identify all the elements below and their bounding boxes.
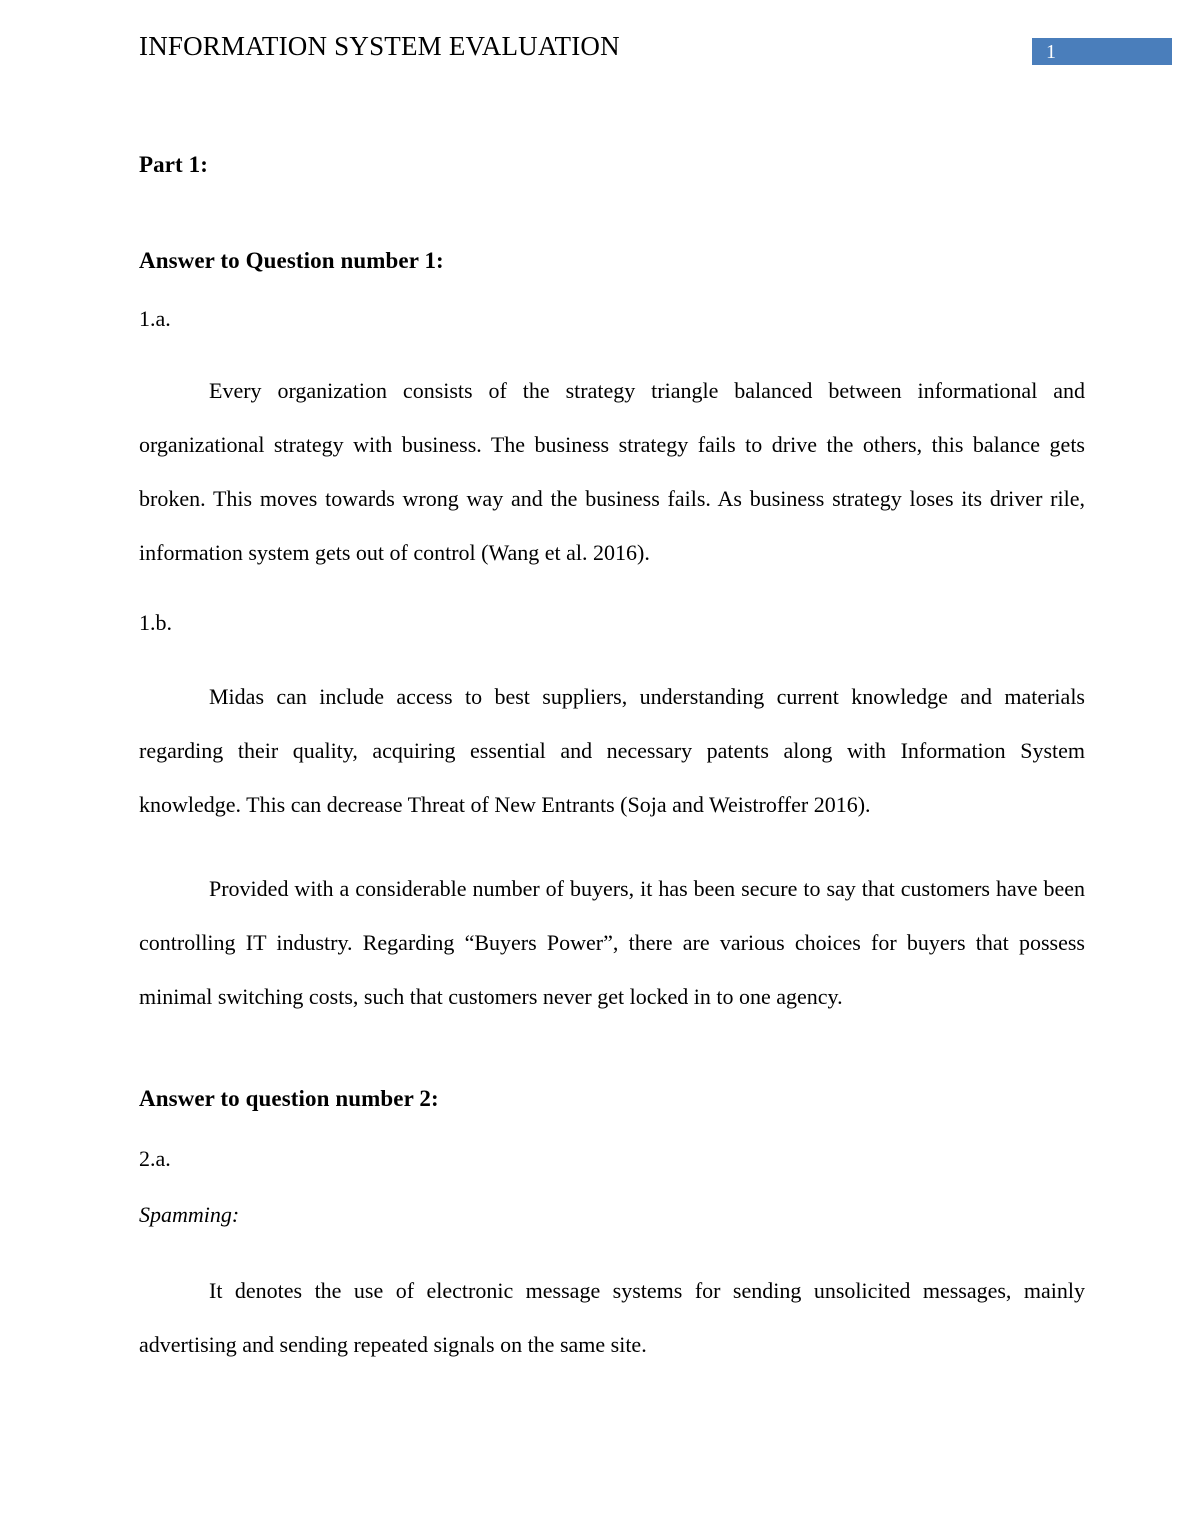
- item-label-1a: 1.a.: [139, 306, 171, 331]
- part-heading: Part 1:: [139, 152, 209, 177]
- subheading-spamming: Spamming:: [139, 1202, 240, 1227]
- item-label-1b: 1.b.: [139, 610, 172, 635]
- page-number-text: 1: [1046, 41, 1056, 63]
- section-1-heading: Answer to Question number 1:: [139, 248, 444, 273]
- paragraph-1b-2: Provided with a considerable number of buyers, it has been secure to say that customers have been controlling IT industry. Regarding “Buyers Power”, there are various choices for buyers that possess minimal switching costs, such that customers never get locked in to one agency.: [139, 876, 1085, 1009]
- header-title: INFORMATION SYSTEM EVALUATION: [139, 31, 620, 61]
- item-label-2a: 2.a.: [139, 1146, 171, 1171]
- paragraph-1a: Every organization consists of the strategy triangle balanced between informational and organizational strategy with business. The business strategy fails to drive the others, this balance gets broken. This moves towards wrong way and the business fails. As business strategy loses its driver rile, information system gets out of control (Wang et al. 2016).: [139, 378, 1085, 565]
- section-2-heading: Answer to question number 2:: [139, 1086, 439, 1111]
- document-body: [139, 0, 1085, 1372]
- paragraph-1b: Midas can include access to best suppliers, understanding current knowledge and materials regarding their quality, acquiring essential and necessary patents along with Information System knowledge. This can decrease Threat of New Entrants (Soja and Weistroffer 2016).: [139, 684, 1085, 817]
- paragraph-2a: It denotes the use of electronic message systems for sending unsolicited messages, mainly advertising and sending repeated signals on the same site.: [139, 1278, 1085, 1357]
